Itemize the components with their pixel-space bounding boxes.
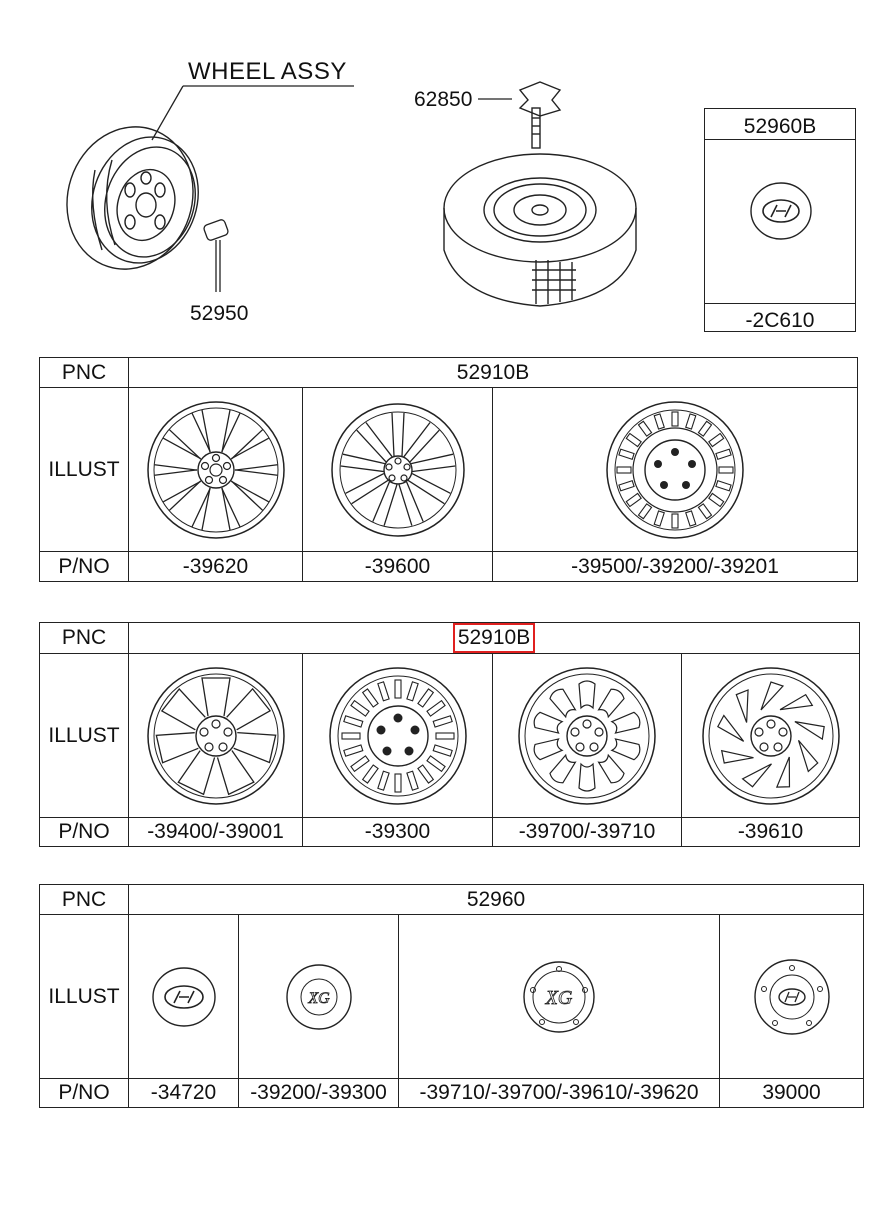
svg-text:XG: XG: [307, 989, 330, 1007]
pno-header: P/NO: [40, 818, 129, 847]
hyundai-cap-icon: [749, 179, 813, 243]
illust-header: ILLUST: [40, 915, 129, 1079]
pnc-value: 52960: [129, 885, 864, 915]
spare-tire-icon: [444, 82, 636, 306]
wheel-8-window-icon: [699, 664, 843, 808]
wheel-assy-icon: [49, 110, 214, 285]
pnc-header: PNC: [40, 358, 129, 388]
pno-value: -39710/-39700/-39610/-39620: [399, 1079, 720, 1108]
wheel-10-spoke-icon: [144, 398, 288, 542]
pnc-value-highlighted: 52910B: [453, 623, 535, 653]
hyundai-center-cap-icon: [752, 957, 832, 1037]
parts-table-3: [39, 884, 864, 1108]
pno-header: P/NO: [40, 1079, 129, 1108]
wheel-10-window-icon: [515, 664, 659, 808]
xg-cap-small-icon: [285, 963, 353, 1031]
illust-header: ILLUST: [40, 654, 129, 818]
pno-value: -39610: [682, 818, 860, 847]
pno-header: P/NO: [40, 552, 129, 582]
part-62850-label: 62850: [414, 88, 473, 111]
pno-value: -39700/-39710: [493, 818, 682, 847]
pno-value: -39300: [303, 818, 493, 847]
pnc-header: PNC: [40, 885, 129, 915]
illust-header: ILLUST: [40, 388, 129, 552]
svg-text:XG: XG: [545, 986, 573, 1009]
pno-value: -39620: [129, 552, 303, 582]
wheel-7-spoke-icon: [144, 664, 288, 808]
part-52960b-pnc: 52960B: [743, 115, 817, 138]
part-52950-label: 52950: [190, 302, 249, 325]
hyundai-cap-icon: [151, 964, 217, 1030]
wheel-slotted-icon: [326, 664, 470, 808]
xg-cap-large-icon: [522, 960, 596, 1034]
pno-value: -39400/-39001: [129, 818, 303, 847]
parts-table-2: [39, 622, 860, 847]
parts-table-1: [39, 357, 858, 582]
valve-52950-icon: [203, 219, 229, 292]
part-52960b-pno: -2C610: [745, 309, 815, 332]
pno-value: -39200/-39300: [239, 1079, 399, 1108]
pno-value: -34720: [129, 1079, 239, 1108]
pnc-header: PNC: [40, 623, 129, 654]
pno-value: -39600: [303, 552, 493, 582]
pno-value: 39000: [720, 1079, 864, 1108]
pnc-value: 52910B: [129, 358, 858, 388]
wheel-steel-slotted-icon: [603, 398, 747, 542]
pno-value: -39500/-39200/-39201: [493, 552, 858, 582]
wheel-9-spoke-icon: [328, 400, 468, 540]
wheel-assy-label: WHEEL ASSY: [188, 58, 347, 85]
part-52960b-box: [704, 108, 856, 332]
